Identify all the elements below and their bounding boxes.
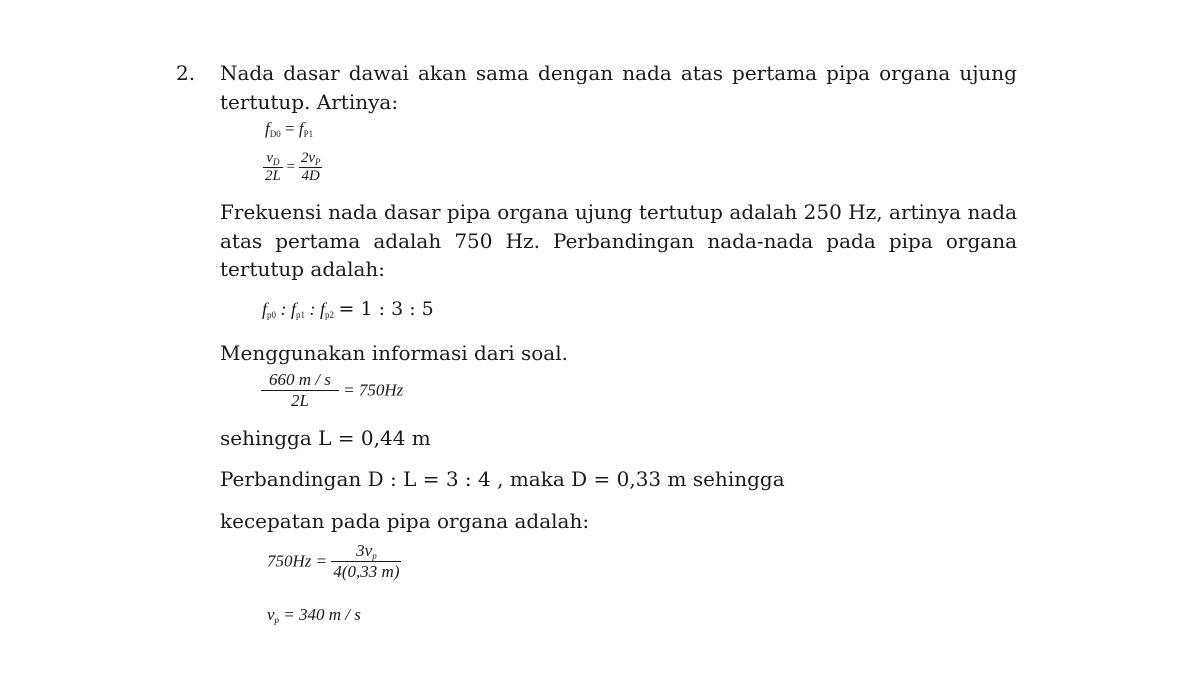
- equation-harmonic-ratio: [262, 298, 434, 320]
- eq3-sub1: p1: [296, 310, 306, 320]
- eq1-equals: =: [284, 119, 295, 138]
- eq3-f0: f: [262, 299, 268, 319]
- eq5-fraction: [331, 541, 401, 582]
- item-number: 2.: [176, 61, 196, 85]
- eq4-fraction: [261, 370, 339, 411]
- eq4-rhs: = 750Hz: [343, 380, 404, 400]
- eq3-f1: f: [291, 299, 297, 319]
- eq4-den: 2L: [290, 391, 309, 410]
- eq3-f2: f: [320, 299, 326, 319]
- eq3-sep1: :: [276, 299, 292, 319]
- eq2-left-num: v: [266, 150, 273, 166]
- text-length-result: sehingga L = 0,44 m: [220, 426, 431, 450]
- eq2-right-den: 4D: [301, 168, 320, 184]
- eq3-sub2: p2: [325, 310, 335, 320]
- eq2-right-fraction: [299, 150, 323, 185]
- eq1-lhs: f: [265, 119, 270, 138]
- paragraph-frequency: Frekuensi nada dasar pipa organa ujung tertutup adalah 250 Hz, artinya nada atas pertama adalah 750 Hz. Perbandingan nada-nada pada pipa organa tertutup adalah:: [220, 200, 1017, 281]
- eq6-rhs: = 340 m / s: [283, 605, 361, 624]
- eq2-left-den: 2L: [265, 168, 281, 184]
- eq3-ratio: = 1 : 3 : 5: [338, 298, 434, 320]
- eq4-num: 660 m / s: [261, 370, 339, 391]
- eq2-left-num-sub: D: [273, 157, 280, 167]
- text-using-info: Menggunakan informasi dari soal.: [220, 341, 568, 365]
- eq5-den: 4(0,33 m): [333, 562, 400, 581]
- equation-velocity: [267, 541, 401, 582]
- text-diameter-ratio: Perbandingan D : L = 3 : 4 , maka D = 0,33 m sehingga: [220, 467, 785, 491]
- eq2-right-num-sub: P: [314, 157, 321, 167]
- eq6-v: v: [267, 605, 275, 624]
- eq5-lhs: 750Hz =: [267, 551, 328, 571]
- eq1-rhs-sub: P1: [303, 129, 314, 139]
- text-velocity-intro: kecepatan pada pipa organa adalah:: [220, 509, 590, 533]
- equation-velocity-result: [267, 605, 361, 625]
- eq1-rhs: f: [298, 119, 304, 138]
- paragraph-intro: Nada dasar dawai akan sama dengan nada atas pertama pipa organa ujung tertutup. Artinya:: [220, 61, 1017, 114]
- eq2-right-num: 2v: [300, 150, 315, 166]
- equation-frequency-equal: [265, 119, 313, 139]
- equation-velocity-ratio: [263, 150, 322, 185]
- eq5-num-sub: p: [372, 551, 377, 561]
- eq2-left-fraction: [263, 150, 283, 185]
- eq3-sub0: p0: [267, 310, 277, 320]
- eq3-sep2: :: [305, 299, 321, 319]
- eq2-equals: =: [286, 159, 296, 175]
- eq1-lhs-sub: D0: [269, 129, 281, 139]
- equation-length: [261, 370, 403, 411]
- eq5-num: 3v: [356, 541, 373, 560]
- eq6-v-sub: p: [274, 615, 280, 625]
